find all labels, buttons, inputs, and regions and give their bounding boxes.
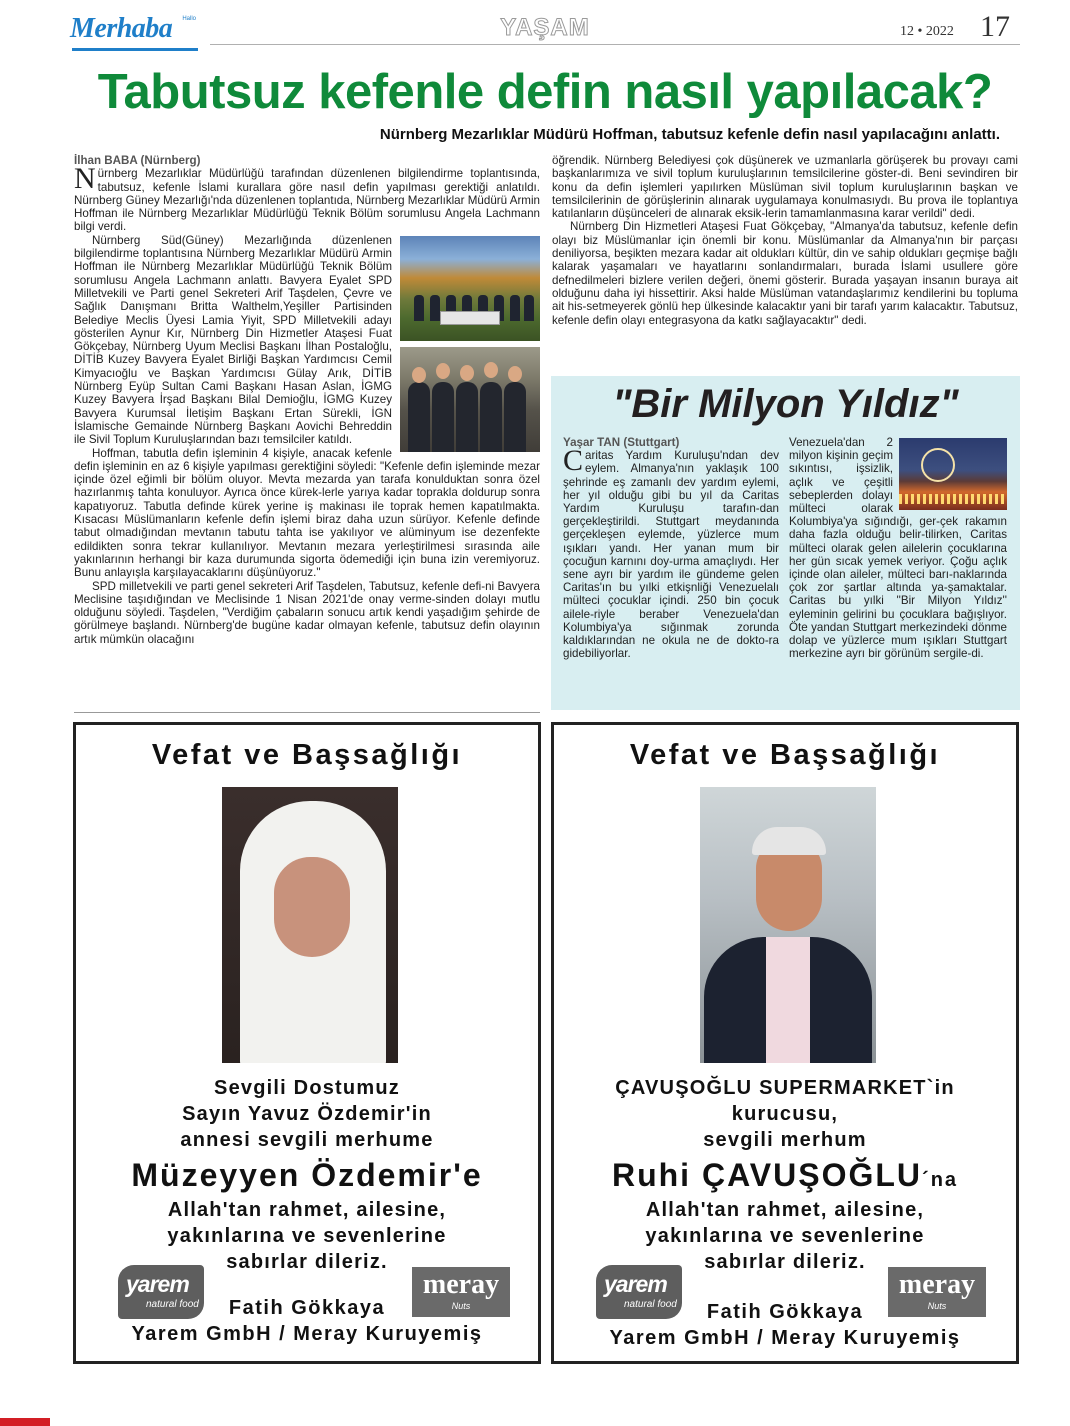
column-rule	[74, 712, 540, 713]
box-column-right	[789, 436, 1007, 704]
signature-company: Yarem GmbH / Meray Kuruyemiş	[609, 1327, 961, 1349]
box-paragraph-1: Caritas Yardım Kuruluşu'ndan dev eylem. Almanya'nın yaklaşık 100 şehrinde eş zamanlı dev yardım eylemi, her yıl olduğu gibi bu yıl da Caritas Yardım Kuruluşu tarafın-dan gerçekleştirildi. Stuttgart meydanında gerçekleşen eylemde, yüzlerce mum ışıkları yandı. Her yanan mum bir çocuğun karnını doy-urma amaçlıydı. Her sene ayrı bir yardım ile gündeme gelen Caritas'ın bu yılki etkişnliği Venezuelalı mülteci çocuklar içindi. 250 bin çocuk ailele-riyle beraber Venezuela'dan Kolumbiya'ya sığınmak zorunda kaldıklarından ne okula ne de dokto-ra gidebiliyorlar.	[563, 444, 779, 661]
logo-stripe	[72, 48, 198, 51]
issue-date: 12 • 2022	[900, 24, 954, 39]
article-byline: İlhan BABA (Nürnberg)	[74, 154, 201, 167]
cemetery-meeting-photo	[400, 236, 540, 341]
merhaba-logo	[70, 14, 202, 46]
box-column-left	[563, 436, 779, 704]
notice-line-6: yakınlarına ve sevenlerine	[167, 1225, 447, 1247]
article-paragraph-5: öğrendik. Nürnberg Belediyesi çok düşünerek ve uzmanlarla görüşerek bu provayı cami başkanlarımıza ve sivil toplum kuruluşlarının temsilcilerine göster-di. Beni sevindiren bir konu da defin işlemleri yapılırken Müslüman sivil toplum kuruluşlarının başkan ve temsilcilerinin de görüşlerinin alınarak uygulamaya konulmasıydı. Bu prova ile toplantıya katılanların düşünceleri de alınarak eksik-lerin tamamlanmasına karar verildi" dedi.	[552, 154, 1018, 221]
portrait-photo	[222, 787, 398, 1063]
deceased-name: Müzeyyen Özdemir'e	[131, 1157, 483, 1193]
box-byline: Yaşar TAN (Stuttgart)	[563, 436, 680, 449]
notice-line-6: yakınlarına ve sevenlerine	[645, 1225, 925, 1247]
yarem-logo: yarem natural food	[118, 1265, 204, 1319]
signature-name: Fatih Gökkaya	[706, 1301, 864, 1323]
article-paragraph-1: Nürnberg Mezarlıklar Müdürlüğü tarafından düzenlenen bilgilendirme toplantısında, tabutsuz, kefenle İslami kurallara göre nasıl defin yapılması gerektiği anlatıldı. Nürnberg Güney Mezarlığı'nda düzenlenen toplantıda, Nürnberg Mezarlıklar Müdürü Armin Hoffman ile Nürnberg Mezarlıklar Müdürlüğü Teknik Bölüm sorumlusu Angela Lachmann bilgi verdi.	[74, 162, 540, 234]
box-paragraph-2: Venezuela'dan 2 milyon kişinin geçim sıkıntısı, işsizlik, açlık ve çeşitli sebeplerden dolayı mülteci olarak Kolumbiya'ya sığındığı, ger-çek rakamın daha fazla olduğu belir-tilirken, Caritas mülteci olarak gelen ailelerin çocuklarına her gün sıcak yemek veriyor. Çoğu açlık içinde olan aileler, mülteci barı-naklarında çok zor şartlar altında ya-şamaktalar. Caritas bu yılki ''Bir Milyon Yıldız'' eyleminin gelirini bu çocuklara bağışlıyor. Öte yandan Stuttgart merkezindeki dönme dolap ve yüzlerce mum ışıkları Stuttgart merkezine ayrı bir görünüm sergile-di.	[789, 436, 1007, 661]
article-subhead: Nürnberg Mezarlıklar Müdürü Hoffman, tabutsuz kefenle defin nasıl yapılacağını anlattı.	[379, 126, 1000, 143]
ferris-wheel-photo	[899, 438, 1007, 510]
notice-line-1: Sevgili Dostumuz	[214, 1077, 400, 1099]
condolence-notice-left	[73, 722, 541, 1364]
condolence-notice-right	[551, 722, 1019, 1364]
yarem-logo: yarem natural food	[596, 1265, 682, 1319]
article-paragraph-4: SPD milletvekili ve parti genel sekreteri Arif Taşdelen, Tabutsuz, kefenle defi-ni Bavyera Meclisine taşıdığından ve Meclisinde 1 Nisan 2021'de onay verme-sinden dolayı mutlu olduğunu söyledi. Taşdelen, "Verdiğim çabaların sonucu artık kendi yaşadığım şehirde de görülmeye başlandı. Nürnberg'de bugüne kadar olmayan kefenle, tabutsuz defin olayının artık mümkün olacağını	[74, 579, 540, 646]
notice-line-3: sevgili merhum	[703, 1129, 867, 1151]
meray-logo: meray Nuts	[412, 1267, 510, 1317]
notice-line-2: Sayın Yavuz Özdemir'in	[182, 1103, 432, 1125]
notice-line-7: sabırlar dileriz.	[226, 1251, 388, 1273]
masthead-rule	[210, 44, 1020, 45]
notice-title: Vefat ve Başsağlığı	[151, 739, 463, 771]
name-suffix: ´na	[922, 1169, 959, 1191]
logo-small-text: Hallo	[182, 16, 196, 22]
notice-line-1: ÇAVUŞOĞLU SUPERMARKET`in	[615, 1077, 955, 1099]
deceased-name: Ruhi ÇAVUŞOĞLU´na	[611, 1157, 959, 1193]
article-headline: Tabutsuz kefenle defin nasıl yapılacak?	[97, 65, 993, 119]
section-title: YAŞAM	[500, 14, 590, 41]
article-paragraph-6: Nürnberg Din Hizmetleri Ataşesi Fuat Gökçebay, "Almanya'da tabutsuz, kefenle defin olayı biz Müslümanlar için önemli bir konu. Müslümanlar da Almanya'nın bir parçası deniliyorsa, beşikten mezara kadar ait oldukları kültür, din ve sahip oldukları geçmişe bağlı kalarak yaşamaları ve hayatlarını sonlandırmaları, burada İslami usullere göre defnedilmeleri bizlere verilen değeri, önemi gösterir. Burada yaşayan insanın buraya ait olduğunu daha iyi hissettirir. Aksi halde Müslüman vatandaşlarımız kendilerini bu topluma ait his-setmeyerek gönlü hep ülkesinde kalacaktır yani bir tarafı yarım kalacaktır. Tabutsuz, kefenle defin olayı entegrasyona da katkı sağlayacaktır" dedi.	[552, 220, 1018, 327]
box-title: "Bir Milyon Yıldız"	[612, 382, 959, 426]
notice-line-3: annesi sevgili merhume	[180, 1129, 434, 1151]
notice-title: Vefat ve Başsağlığı	[629, 739, 941, 771]
meray-logo: meray Nuts	[888, 1267, 986, 1317]
article-paragraph-3: Hoffman, tabutla defin işleminin 4 kişiyle, anacak kefenle defin işleminin en az 6 kişiyle yapılması gerektiğini söyledi: "Kefenle defin işleminde mezar içinde özel eğimli bir bölüm oluyor. Mevta mezarda yan tarafa konulduktan sonra özel hazırlanmış tahta konuluyor. Ayrıca önce kürek-lerle yarıya kadar toprakla doldurup sonra kapatıyoruz. Tabutla definde kürek yerine iş makinası ile toprak hemen kapatılmakta. Kısacası Müslümanların kefenle defin işlemi biraz daha uzun sürüyor. Kefenle definde tabut olmadığından mevtanın tabutu tahta ise yakılıyor ve alüminyum ise dezenfekte edildikten sonra tekrar kullanılıyor. Mevtanın mezara yerleştirilmesi sırasında aile yakınlarının herhangi bir kaza durumunda sigorta ödemediği için buna izin veremiyoruz. Bunu anlayışla karşılayacaklarını düşünüyoruz."	[74, 446, 540, 580]
notice-line-7: sabırlar dileriz.	[704, 1251, 866, 1273]
signature-company: Yarem GmbH / Meray Kuruyemiş	[131, 1323, 483, 1345]
notice-line-2: kurucusu,	[731, 1103, 839, 1125]
notice-line-5: Allah'tan rahmet, ailesine,	[167, 1199, 447, 1221]
group-photo	[400, 347, 540, 452]
portrait-photo	[700, 787, 876, 1063]
sidebar-article-box	[551, 376, 1020, 710]
article-paragraph-2: Nürnberg Süd(Güney) Mezarlığında düzenlenen bilgilendirme toplantısına Nürnberg Mezarlıklar Müdürü Armin Hoffman ile Nürnberg Mezarlıklar Müdürlüğü Teknik Bölüm sorumlusu Angela Lachmann anlattı. Bavyera Eyalet SPD Milletvekili ve Parti genel Sekreteri Arif Taşdelen, Çevre ve Sağlık Danışmanı Britta Walthelm,Yeşiller Partisinden Belediye Meclis Üyesi Lamia Yiyit, SPD Milletvekili adayı gösterilen Aynur Kır, Nürnberg Din Hizmetler Ataşesi Fuat Gökçebay, Nürnberg Uyum Meclisi Başkanı İlhan Postaloğlu, DİTİB Kuzey Bavyera Eyalet Birliği Başkan Yardımcısı Cemil Kimyacıoğlu ve Başkan Yardımcısı Gülay Arık, DİTİB Nürnberg Eyüp Sultan Cami Başkanı Hasan Aslan, İGMG Kuzey Bavyera İrşad Başkanı Bilal Demioğlu, İGMG Kuzey Bavyera Kurumsal İletişim Başkanı Ertan Sürekli, İGN İslamische Gemainde Nürnberg Başkanı Aovichi Behreddin ile Sivil Toplum Kuruluşlarından bazı temsilciler katıldı.	[74, 233, 392, 447]
article-dropcap: N	[74, 162, 96, 196]
box-dropcap: C	[563, 444, 584, 478]
article-column-right	[552, 154, 1018, 366]
page-number: 17	[980, 10, 1010, 43]
signature-name: Fatih Gökkaya	[228, 1297, 386, 1319]
logo-wordmark: Merhaba	[70, 13, 173, 44]
notice-line-5: Allah'tan rahmet, ailesine,	[645, 1199, 925, 1221]
article-column-left	[74, 154, 540, 710]
page-corner-mark	[0, 1418, 50, 1426]
